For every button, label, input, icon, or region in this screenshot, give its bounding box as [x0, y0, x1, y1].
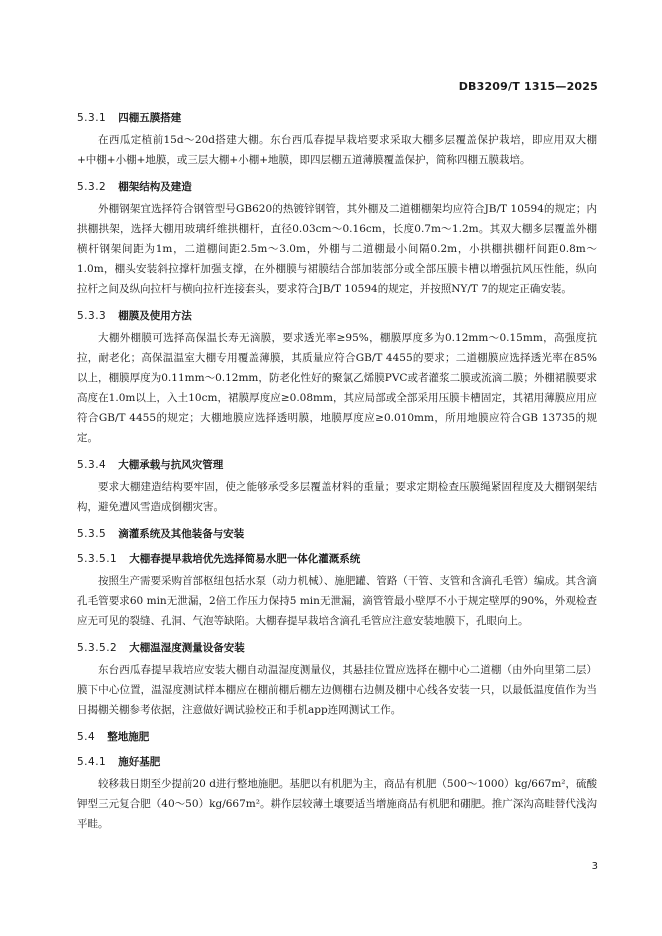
section-title: 整地施肥: [107, 731, 150, 743]
section-number: 5.3.1: [77, 112, 107, 124]
section-number: 5.3.4: [77, 459, 107, 471]
paragraph: 东台西瓜春提早栽培应安装大棚自动温湿度测量仪，其悬挂位置应选择在棚中心二道棚（由外向里第二层）膜下中心位置，温湿度测试样本棚应在棚前棚后棚左边侧棚右边侧及棚中心线各安装一只，以最低温度值作为当日揭棚关棚参考依据，注意做好调试验校正和手机app连网测试工作。: [77, 664, 597, 716]
section-title: 棚架结构及建造: [118, 181, 192, 193]
paragraph: 外棚钢架宜选择符合钢管型号GB620的热镀锌钢管，其外棚及二道棚棚架均应符合JB/T 10594的规定；内拱棚拱架，选择大棚用玻璃纤维拱棚杆，直径0.03cm～0.16cm，长度0.7m～1.2m。其双大棚多层覆盖外棚横杆钢架间距为1m，二道棚间距2.5m～3.0m，外棚与二道棚最小间隔0.2m，小拱棚拱棚杆间距0.8m～1.0m，棚头安装斜拉撑杆加强支撑，在外棚膜与裙膜结合部加装部分或全部压膜卡槽以增强抗风压性能，纵向拉杆之间及纵向拉杆与横向拉杆连接套头，要求符合JB/T 10594的规定，并按照NY/T 7的规定正确安装。: [77, 203, 597, 295]
document-code: DB3209/T 1315—2025: [458, 80, 598, 93]
section-5-4-1: [77, 752, 597, 834]
section-5-3-1: [77, 108, 597, 170]
section-5-4: [77, 727, 597, 752]
section-number: 5.4: [77, 731, 96, 743]
section-number: 5.3.5: [77, 528, 107, 540]
section-title: 棚膜及使用方法: [118, 310, 192, 322]
document-body: [77, 108, 597, 841]
section-title: 四棚五膜搭建: [118, 112, 182, 124]
section-number: 5.4.1: [77, 756, 107, 768]
section-title: 大棚温湿度测量设备安装: [129, 642, 245, 654]
section-number: 5.3.2: [77, 181, 107, 193]
paragraph: 按照生产需要采购首部枢纽包括水泵（动力机械）、施肥罐、管路（干管、支管和含滴孔毛管）编成。其含滴孔毛管要求60 min无泄漏，2倍工作压力保持5 min无泄漏，滴管管最小壁厚不小于规定壁厚的90%，外观检查应无可见的裂缝、孔洞、气泡等缺陷。大棚春提早栽培含滴孔毛管应注意安装地膜下，孔眼向上。: [77, 575, 597, 627]
paragraph: 在西瓜定植前15d～20d搭建大棚。东台西瓜春提早栽培要求采取大棚多层覆盖保护栽培，即应用双大棚+中棚+小棚+地膜，或三层大棚+小棚+地膜，即四层棚五道薄膜覆盖保护，简称四棚五膜栽培。: [77, 134, 597, 166]
page-number: 3: [591, 861, 598, 872]
section-5-3-5-2: [77, 638, 597, 720]
section-5-3-4: [77, 455, 597, 517]
paragraph: 大棚外棚膜可选择高保温长寿无滴膜，要求透光率≥95%，棚膜厚度多为0.12mm～0.15mm，高强度抗拉，耐老化；高保温温室大棚专用覆盖薄膜，其质量应符合GB/T 4455的要求；二道棚膜应选择透光率在85%以上，棚膜厚度为0.11mm～0.12mm，防老化性好的聚氯乙烯膜PVC或者灌浆二膜或流滴二膜；外棚裙膜要求高度在1.0m以上，入土10cm，裙膜厚度应≥0.08mm，其应局部或全部采用压膜卡槽固定，其裙用薄膜应用应符合GB/T 4455的规定；大棚地膜应选择透明膜，地膜厚度应≥0.010mm，所用地膜应符合GB 13735的规定。: [77, 332, 597, 444]
section-title: 大棚承载与抗风灾管理: [118, 459, 224, 471]
section-number: 5.3.5.1: [77, 553, 118, 565]
section-title: 大棚春提早栽培优先选择简易水肥一体化灌溉系统: [129, 553, 361, 565]
section-5-3-2: [77, 177, 597, 299]
section-title: 滴灌系统及其他装备与安装: [118, 528, 245, 540]
section-title: 施好基肥: [118, 756, 161, 768]
section-number: 5.3.5.2: [77, 642, 118, 654]
section-5-3-3: [77, 306, 597, 448]
section-number: 5.3.3: [77, 310, 107, 322]
section-5-3-5: [77, 524, 597, 549]
section-5-3-5-1: [77, 549, 597, 631]
paragraph: 要求大棚建造结构要牢固，使之能够承受多层覆盖材料的重量；要求定期检查压膜绳紧固程度及大棚钢架结构，避免遭风雪造成倒棚灾害。: [77, 481, 597, 513]
paragraph: 较移栽日期至少提前20 d进行整地施肥。基肥以有机肥为主，商品有机肥（500～1000）kg/667m²，硫酸钾型三元复合肥（40～50）kg/667m²。耕作层较薄土壤要适当增施商品有机肥和硼肥。推广深沟高畦替代浅沟平畦。: [77, 778, 598, 830]
